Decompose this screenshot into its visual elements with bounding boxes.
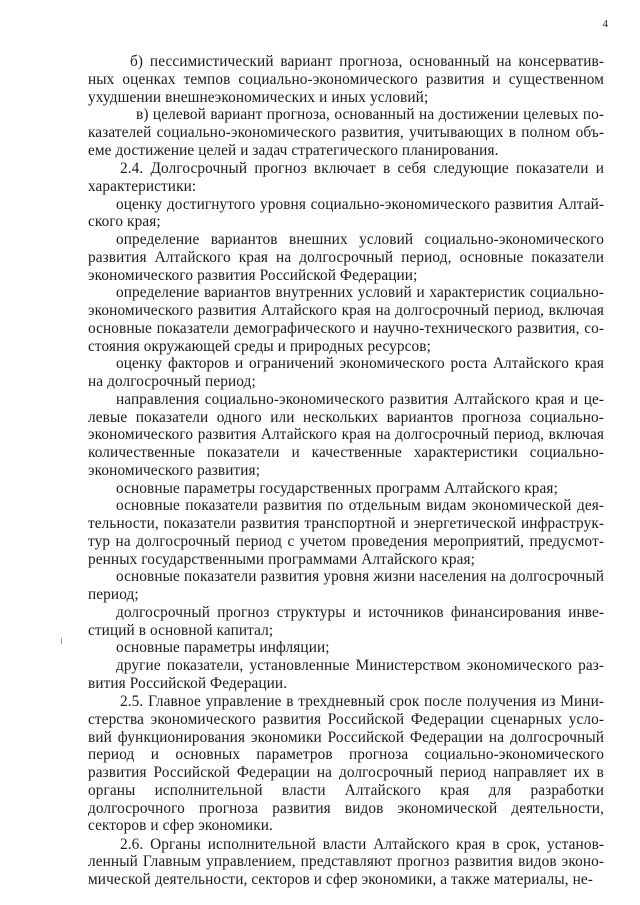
margin-mark: [61, 638, 62, 644]
list-item: основные показатели развития по отдельным видам экономической деятельности, показатели развития транспортной и энергетической инфраструктур на долгосрочный период с учетом проведения мероприятий, предусмотренных государственными программами Алтайского края;: [88, 497, 604, 568]
list-item: основные параметры государственных программ Алтайского края;: [116, 479, 558, 497]
paragraph-section-2-5: 2.5. Главное управление в трехдневный срок после получения из Министерства экономического развития Российской Федерации сценарных условий функционирования экономики Российской Федерации на долгосрочный период и основных параметров прогноза социально-экономического развития Российской Федерации на долгосрочный период направляет их в органы исполнительной власти Алтайского края для разработки долгосрочного прогноза развития видов экономической деятельности, секторов и сфер экономики.: [88, 693, 604, 835]
page-number: 4: [602, 18, 608, 30]
list-item: определение вариантов внутренних условий и характеристик социально-экономического развития Алтайского края на долгосрочный период, включая основные показатели демографического и научно-технического развития, состояния окружающей среды и природных ресурсов;: [88, 284, 604, 355]
paragraph-variant-b: б) пессимистический вариант прогноза, основанный на консервативных оценках темпов социально-экономического развития и существенном ухудшении внешнеэкономических и иных условий;: [88, 53, 604, 106]
list-item: определение вариантов внешних условий социально-экономического развития Алтайского края на долгосрочный период, основные показатели экономического развития Российской Федерации;: [88, 231, 604, 284]
paragraph-variant-v: в) целевой вариант прогноза, основанный на достижении целевых показателей социально-экономического развития, учитывающих в полном объеме достижение целей и задач стратегического планирования.: [88, 106, 604, 159]
list-item: оценку достигнутого уровня социально-экономического развития Алтайского края;: [88, 195, 604, 231]
paragraph-section-2-4: 2.4. Долгосрочный прогноз включает в себя следующие показатели и характеристики:: [88, 160, 604, 195]
document-body: [88, 53, 604, 889]
list-item: долгосрочный прогноз структуры и источников финансирования инвестиций в основной капитал;: [88, 603, 604, 639]
list-item: основные показатели развития уровня жизни населения на долгосрочный период;: [88, 568, 604, 603]
list-item: направления социально-экономического развития Алтайского края и целевые показатели одного или нескольких вариантов прогноза социально-экономического развития Алтайского края на долгосрочный период, включая количественные показатели и качественные характеристики социально-экономического развития;: [88, 390, 604, 479]
paragraph-section-2-6: 2.6. Органы исполнительной власти Алтайского края в срок, установленный Главным управлением, представляют прогноз развития видов экономической деятельности, секторов и сфер экономики, а также материалы, не-: [88, 835, 604, 888]
list-item: другие показатели, установленные Министерством экономического развития Российской Федерации.: [88, 657, 604, 692]
list-item: основные параметры инфляции;: [116, 639, 330, 657]
list-item: оценку факторов и ограничений экономического роста Алтайского края на долгосрочный период;: [88, 355, 604, 390]
